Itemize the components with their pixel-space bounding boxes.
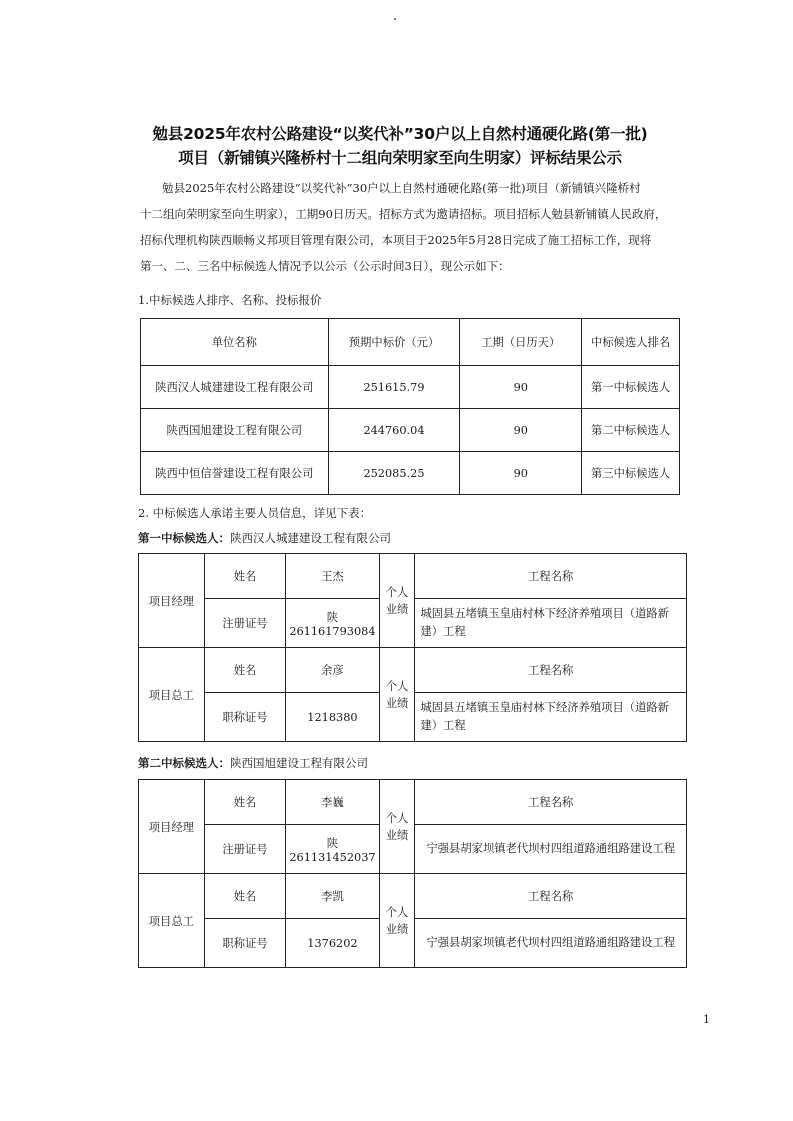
candidate-1-company: 陕西汉人城建建设工程有限公司	[230, 531, 391, 545]
section-1-heading: 1.中标候选人排序、名称、投标报价	[138, 293, 322, 307]
pm-project: 城固县五堵镇玉皇庙村林下经济养殖项目（道路新建）工程	[415, 599, 687, 648]
intro-line-3: 招标代理机构陕西顺畅义邦项目管理有限公司，本项目于2025年5月28日完成了施工招标工作，现将	[140, 233, 652, 247]
ce-role-label: 项目总工	[139, 648, 205, 742]
document-title-line-1: 勉县2025年农村公路建设“以奖代补”30户以上自然村通硬化路(第一批)	[152, 125, 648, 143]
document-title-line-2: 项目（新铺镇兴隆桥村十二组向荣明家至向生明家）评标结果公示	[178, 149, 622, 167]
cell-rank: 第二中标候选人	[582, 409, 680, 452]
candidate-1-label: 第一中标候选人：	[138, 531, 230, 545]
personal-perf-label: 个人业绩	[379, 874, 415, 968]
cell-price: 252085.25	[328, 452, 460, 495]
pm-project: 宁强县胡家坝镇老代坝村四组道路通组路建设工程	[415, 825, 687, 874]
ce-name: 余彦	[286, 648, 379, 693]
intro-paragraph	[140, 175, 680, 201]
candidate-2-staff-table	[138, 779, 687, 968]
header-duration: 工期（日历天）	[460, 319, 582, 366]
cell-rank: 第一中标候选人	[582, 366, 680, 409]
candidate-1-heading	[138, 530, 391, 546]
table-header-row	[141, 319, 680, 366]
candidate-2-label: 第二中标候选人：	[138, 756, 230, 770]
ce-project: 城固县五堵镇玉皇庙村林下经济养殖项目（道路新建）工程	[415, 693, 687, 742]
pm-cert-number: 陕261161793084	[286, 599, 379, 648]
table-row	[141, 452, 680, 495]
candidate-2-company: 陕西国旭建设工程有限公司	[230, 756, 368, 770]
table-row	[141, 366, 680, 409]
reg-cert-label: 注册证号	[204, 825, 286, 874]
project-name-header: 工程名称	[415, 780, 687, 825]
cell-duration: 90	[460, 366, 582, 409]
name-label: 姓名	[204, 874, 286, 919]
cell-duration: 90	[460, 452, 582, 495]
project-name-header: 工程名称	[415, 874, 687, 919]
project-name-header: 工程名称	[415, 648, 687, 693]
ce-name: 李凯	[286, 874, 379, 919]
name-label: 姓名	[204, 648, 286, 693]
header-company: 单位名称	[141, 319, 329, 366]
intro-line-4: 第一、二、三名中标候选人情况予以公示（公示时间3日），现公示如下：	[140, 259, 510, 273]
page-number: 1	[703, 1013, 710, 1026]
title-cert-label: 职称证号	[204, 919, 286, 968]
cell-duration: 90	[460, 409, 582, 452]
section-2-heading: 2. 中标候选人承诺主要人员信息，详见下表：	[138, 506, 372, 520]
bid-ranking-table	[140, 318, 680, 495]
personal-perf-label: 个人业绩	[379, 554, 415, 648]
ce-cert-number: 1376202	[286, 919, 379, 968]
candidate-1-staff-table	[138, 553, 687, 742]
header-rank: 中标候选人排名	[582, 319, 680, 366]
pm-name: 王杰	[286, 554, 379, 599]
candidate-2-heading	[138, 755, 368, 771]
scan-speck	[394, 18, 396, 20]
cell-company: 陕西汉人城建建设工程有限公司	[141, 366, 329, 409]
personal-perf-label: 个人业绩	[379, 648, 415, 742]
pm-name: 李巍	[286, 780, 379, 825]
ce-role-label: 项目总工	[139, 874, 205, 968]
intro-line-2: 十二组向荣明家至向生明家），工期90日历天。招标方式为邀请招标。项目招标人勉县新铺镇人民政府，	[140, 207, 667, 221]
name-label: 姓名	[204, 780, 286, 825]
cell-rank: 第三中标候选人	[582, 452, 680, 495]
cell-price: 244760.04	[328, 409, 460, 452]
cell-company: 陕西中恒信誉建设工程有限公司	[141, 452, 329, 495]
intro-line-1: 勉县2025年农村公路建设“以奖代补”30户以上自然村通硬化路(第一批)项目（新铺镇兴隆桥村	[162, 181, 641, 195]
ce-cert-number: 1218380	[286, 693, 379, 742]
title-cert-label: 职称证号	[204, 693, 286, 742]
personal-perf-label: 个人业绩	[379, 780, 415, 874]
header-price: 预期中标价（元）	[328, 319, 460, 366]
table-row	[141, 409, 680, 452]
ce-project: 宁强县胡家坝镇老代坝村四组道路通组路建设工程	[415, 919, 687, 968]
name-label: 姓名	[204, 554, 286, 599]
cell-company: 陕西国旭建设工程有限公司	[141, 409, 329, 452]
project-name-header: 工程名称	[415, 554, 687, 599]
intro-paragraph-cont	[140, 201, 680, 279]
cell-price: 251615.79	[328, 366, 460, 409]
pm-role-label: 项目经理	[139, 780, 205, 874]
reg-cert-label: 注册证号	[204, 599, 286, 648]
pm-cert-number: 陕261131452037	[286, 825, 379, 874]
pm-role-label: 项目经理	[139, 554, 205, 648]
